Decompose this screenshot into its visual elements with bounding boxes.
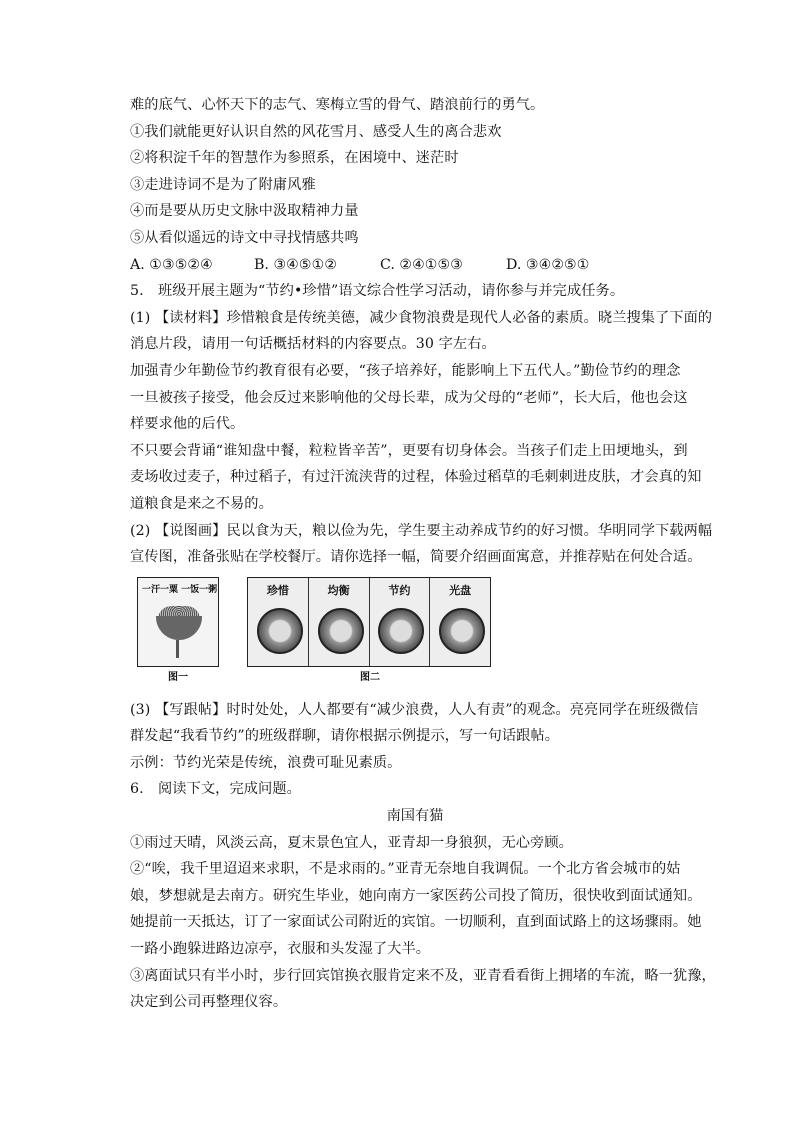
q5-text-line: 不只要会背诵“谁知盘中餐，粒粒皆辛苦”，更要有切身体会。当孩子们走上田埂地头，到 (130, 442, 688, 459)
figure-1-caption: 图一 (168, 671, 188, 683)
sentence-option-2: ②将积淀千年的智慧作为参照系，在困境中、迷茫时 (130, 150, 459, 167)
q5-text-line: 一旦被孩子接受，他会反过来影响他的父母长辈，成为父母的“老师”，长大后，他也会这 (130, 389, 688, 406)
poster-panel (430, 578, 490, 666)
bowl-icon (156, 616, 202, 640)
plate-icon (318, 608, 364, 654)
sentence-option-1: ①我们就能更好认识自然的风花雪月、感受人生的离合悲欢 (130, 123, 502, 140)
q5-text-line: 道粮食是来之不易的。 (130, 495, 273, 512)
article-line: ①雨过天晴，风淡云高，夏末景色宜人，亚青却一身狼狈，无心旁顾。 (130, 834, 573, 851)
panel-title: 光盘 (449, 583, 472, 597)
q5-text-line: 样要求他的后代。 (130, 416, 245, 433)
poster-1-text: 一汗一粟 一饭一粥 (142, 584, 218, 595)
article-line: 娘，梦想就是去南方。研究生毕业，她向南方一家医药公司投了简历，很快收到面试通知。 (130, 887, 702, 904)
sentence-option-4: ④而是要从历史文脉中汲取精神力量 (130, 203, 359, 220)
poster-image-1 (137, 577, 219, 667)
q5-text-line: (3) 【写跟帖】时时处处，人人都要有“减少浪费，人人有责”的观念。亮亮同学在班级微信 (130, 701, 699, 718)
option-b: B. ③④⑤①② (254, 256, 338, 273)
article-line: ②“唉，我千里迢迢来求职，不是求雨的。”亚青无奈地自我调侃。一个北方省会城市的姑 (130, 861, 681, 878)
option-c: C. ②④①⑤③ (380, 256, 463, 273)
plate-icon (378, 608, 424, 654)
figures (130, 575, 700, 695)
article-line: 决定到公司再整理仪容。 (130, 994, 288, 1011)
option-d: D. ③④②⑤① (506, 256, 590, 273)
question-6-intro: 6. 阅读下文，完成问题。 (130, 781, 301, 798)
text-line: 难的底气、心怀天下的志气、寒梅立雪的骨气、踏浪前行的勇气。 (130, 97, 545, 113)
q5-text-line: 宣传图，准备张贴在学校餐厅。请你选择一幅，简要介绍画面寓意，并推荐贴在何处合适。 (130, 549, 702, 566)
question-5-intro: 5. 班级开展主题为“节约•珍惜”语文综合性学习活动，请你参与并完成任务。 (130, 283, 625, 300)
poster-image-2 (247, 577, 491, 667)
poster-panel (248, 578, 309, 666)
q5-example: 示例：节约光荣是传统，浪费可耻见素质。 (130, 754, 402, 771)
plate-icon (257, 608, 303, 654)
figure-2-caption: 图二 (360, 671, 380, 683)
article-line: 一路小跑躲进路边凉亭，衣服和头发湿了大半。 (130, 941, 431, 958)
q5-text-line: (2) 【说图画】民以食为天，粮以俭为先，学生要主动养成节约的好习惯。华明同学下载两幅 (130, 522, 713, 539)
option-a: A. ①③⑤②④ (130, 256, 213, 273)
panel-title: 珍惜 (266, 583, 289, 597)
document-page (130, 92, 716, 1016)
poster-panel (370, 578, 431, 666)
answer-options (130, 252, 700, 279)
article-title: 南国有猫 (386, 808, 444, 825)
plate-icon (439, 608, 485, 654)
stem-icon (176, 640, 179, 658)
sentence-option-3: ③走进诗词不是为了附庸风雅 (130, 176, 316, 193)
q5-text-line: (1) 【读材料】珍惜粮食是传统美德，减少食物浪费是现代人必备的素质。晓兰搜集了下面的 (130, 309, 713, 326)
article-line: ③离面试只有半小时，步行回宾馆换衣服肯定来不及，亚青看看街上拥堵的车流，略一犹豫， (130, 967, 716, 984)
q5-text-line: 麦场收过麦子，种过稻子，有过汗流浃背的过程，体验过稻草的毛刺刺进皮肤，才会真的知 (130, 469, 702, 486)
article-line: 她提前一天抵达，订了一家面试公司附近的宾馆。一切顺利，直到面试路上的这场骤雨。她 (130, 914, 702, 931)
q5-text-line: 群发起“我看节约”的班级群聊，请你根据示例提示，写一句话跟帖。 (130, 728, 560, 745)
q5-text-line: 消息片段，请用一句话概括材料的内容要点。30 字左右。 (130, 336, 496, 353)
panel-title: 均衡 (327, 583, 350, 597)
panel-title: 节约 (388, 583, 411, 597)
poster-panel (309, 578, 370, 666)
q5-text-line: 加强青少年勤俭节约教育很有必要，“孩子培养好，能影响上下五代人。”勤俭节约的理念 (130, 362, 681, 379)
sentence-option-5: ⑤从看似遥远的诗文中寻找情感共鸣 (130, 229, 359, 246)
